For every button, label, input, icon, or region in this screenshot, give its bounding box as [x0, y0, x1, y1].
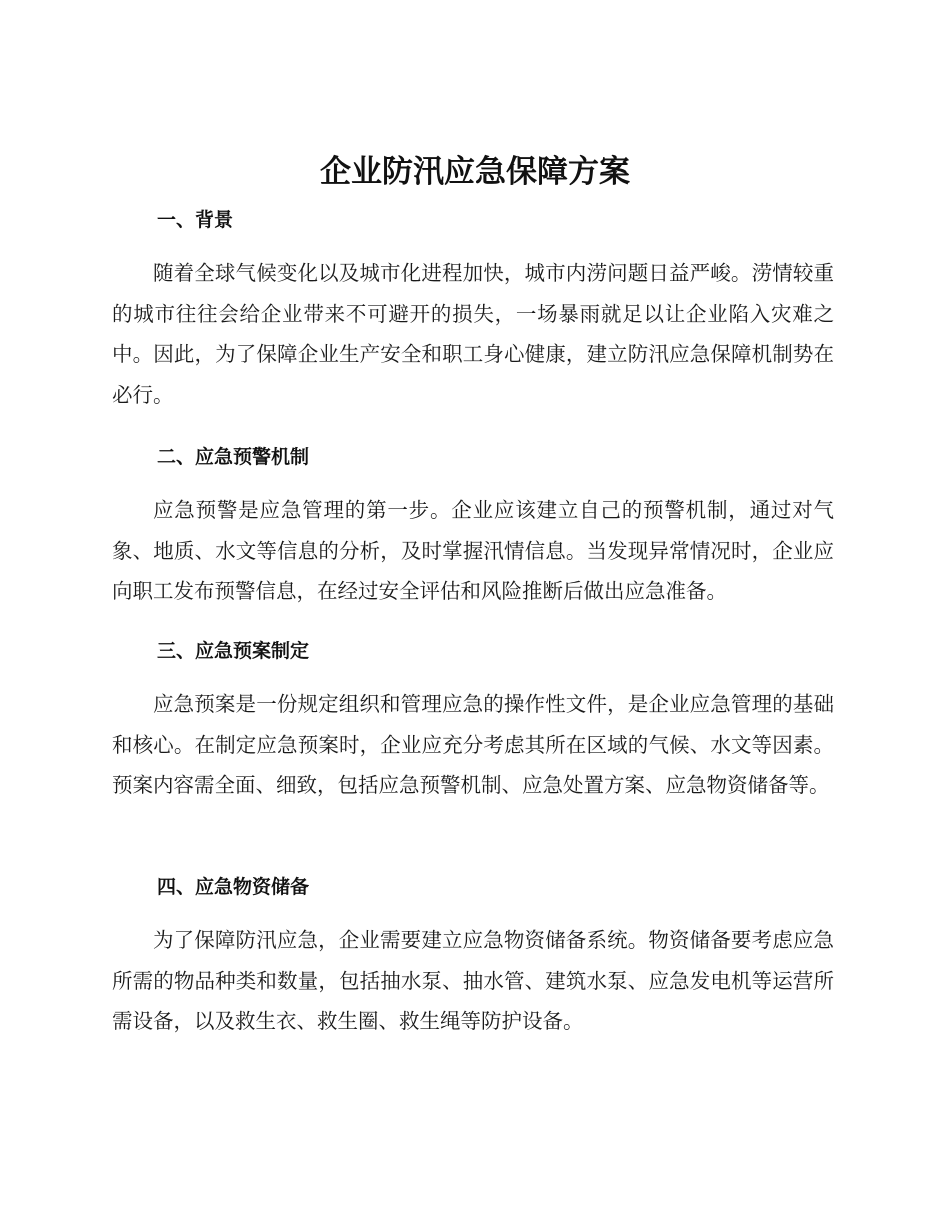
section-body-early-warning: 应急预警是应急管理的第一步。企业应该建立自己的预警机制，通过对气象、地质、水文等信息的分析，及时掌握汛情信息。当发现异常情况时，企业应向职工发布预警信息，在经过安全评估和风险推断后做出应急准备。 — [112, 498, 834, 604]
section-heading-supplies-reserve: 四、应急物资储备 — [157, 876, 310, 898]
section-heading-background: 一、背景 — [157, 209, 234, 231]
section-body-supplies-reserve: 为了保障防汛应急，企业需要建立应急物资储备系统。物资储备要考虑应急所需的物品种类和数量，包括抽水泵、抽水管、建筑水泵、应急发电机等运营所需设备，以及救生衣、救生圈、救生绳等防护设备。 — [112, 928, 834, 1034]
section-heading-contingency-plan: 三、应急预案制定 — [157, 640, 310, 662]
document-title: 企业防汛应急保障方案 — [320, 154, 630, 190]
section-heading-early-warning: 二、应急预警机制 — [157, 446, 310, 468]
section-body-background: 随着全球气候变化以及城市化进程加快，城市内涝问题日益严峻。涝情较重的城市往往会给企业带来不可避开的损失，一场暴雨就足以让企业陷入灾难之中。因此，为了保障企业生产安全和职工身心健康，建立防汛应急保障机制势在必行。 — [112, 261, 834, 407]
section-body-contingency-plan: 应急预案是一份规定组织和管理应急的操作性文件，是企业应急管理的基础和核心。在制定应急预案时，企业应充分考虑其所在区域的气候、水文等因素。预案内容需全面、细致，包括应急预警机制、应急处置方案、应急物资储备等。 — [112, 692, 834, 798]
